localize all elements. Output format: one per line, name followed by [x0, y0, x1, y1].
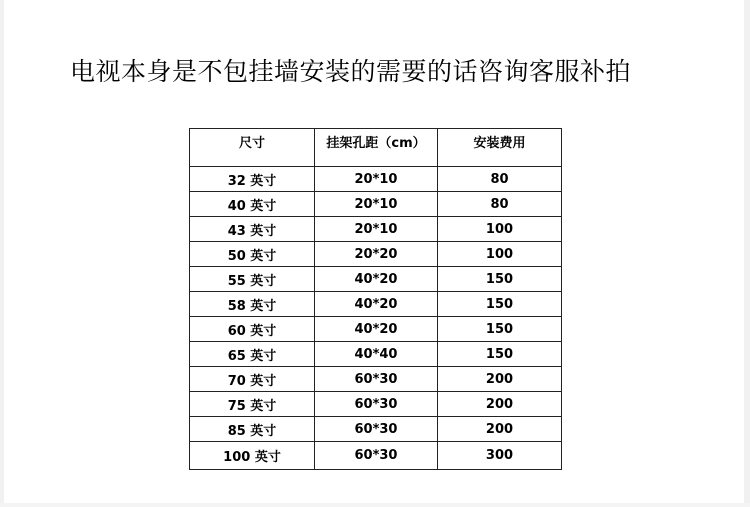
hole-spacing-cell: 60*30: [315, 417, 438, 442]
table-row: [190, 267, 562, 292]
table-row: [190, 392, 562, 417]
fee-cell: 150: [438, 292, 562, 317]
size-cell: 32 英寸: [190, 167, 315, 192]
table-row: [190, 217, 562, 242]
fee-cell: 150: [438, 317, 562, 342]
size-cell: 75 英寸: [190, 392, 315, 417]
size-cell: 55 英寸: [190, 267, 315, 292]
header-mount-hole-spacing: 挂架孔距（cm）: [315, 129, 438, 167]
table-row: [190, 167, 562, 192]
size-cell: 70 英寸: [190, 367, 315, 392]
size-cell: 40 英寸: [190, 192, 315, 217]
fee-cell: 200: [438, 417, 562, 442]
table-row: [190, 317, 562, 342]
hole-spacing-cell: 20*10: [315, 192, 438, 217]
size-cell: 43 英寸: [190, 217, 315, 242]
installation-fee-table: [189, 128, 562, 470]
hole-spacing-cell: 40*40: [315, 342, 438, 367]
bottom-border-strip: [0, 503, 750, 507]
page-heading: 电视本身是不包挂墙安装的需要的话咨询客服补拍: [70, 57, 632, 86]
fee-cell: 100: [438, 217, 562, 242]
hole-spacing-cell: 20*10: [315, 217, 438, 242]
hole-spacing-cell: 60*30: [315, 367, 438, 392]
fee-cell: 100: [438, 242, 562, 267]
size-cell: 65 英寸: [190, 342, 315, 367]
right-border-strip: [744, 0, 750, 507]
hole-spacing-cell: 20*10: [315, 167, 438, 192]
fee-cell: 80: [438, 192, 562, 217]
size-cell: 100 英寸: [190, 442, 315, 470]
fee-cell: 200: [438, 367, 562, 392]
table-row: [190, 442, 562, 470]
size-cell: 85 英寸: [190, 417, 315, 442]
header-installation-fee: 安装费用: [438, 129, 562, 167]
fee-cell: 80: [438, 167, 562, 192]
left-border-strip: [0, 0, 4, 507]
size-cell: 58 英寸: [190, 292, 315, 317]
hole-spacing-cell: 40*20: [315, 267, 438, 292]
hole-spacing-cell: 20*20: [315, 242, 438, 267]
hole-spacing-cell: 40*20: [315, 317, 438, 342]
hole-spacing-cell: 40*20: [315, 292, 438, 317]
hole-spacing-cell: 60*30: [315, 442, 438, 470]
table-header-row: [190, 129, 562, 167]
table-row: [190, 292, 562, 317]
fee-cell: 200: [438, 392, 562, 417]
table-row: [190, 342, 562, 367]
fee-cell: 150: [438, 267, 562, 292]
table-row: [190, 242, 562, 267]
size-cell: 50 英寸: [190, 242, 315, 267]
table-row: [190, 367, 562, 392]
size-cell: 60 英寸: [190, 317, 315, 342]
table-row: [190, 192, 562, 217]
table-row: [190, 417, 562, 442]
fee-cell: 300: [438, 442, 562, 470]
header-size: 尺寸: [190, 129, 315, 167]
fee-cell: 150: [438, 342, 562, 367]
hole-spacing-cell: 60*30: [315, 392, 438, 417]
